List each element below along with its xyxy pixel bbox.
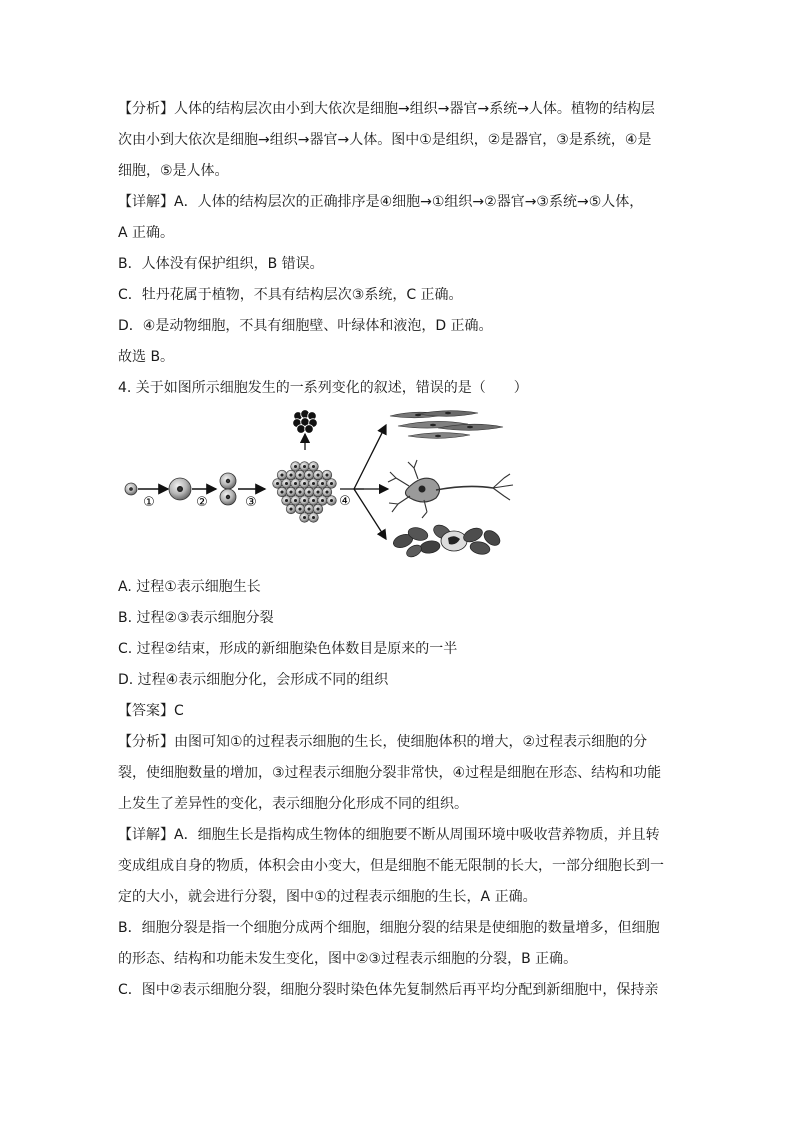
detail-line: B．人体没有保护组织，B 错误。 [118, 256, 324, 272]
divided-cells [220, 473, 236, 505]
grown-cell [169, 478, 191, 500]
detail-line: 的形态、结构和功能未发生变化，图中②③过程表示细胞的分裂，B 正确。 [118, 951, 578, 967]
muscle-tissue [390, 411, 503, 439]
detail-line: 变成组成自身的物质，体积会由小变大，但是细胞不能无限制的长大，一部分细胞长到一 [118, 858, 664, 874]
label-1: ① [143, 495, 155, 510]
question-stem: 4. 关于如图所示细胞发生的一系列变化的叙述，错误的是（ ） [118, 380, 528, 396]
analysis-line: 次由小到大依次是细胞→组织→器官→人体。图中①是组织，②是器官，③是系统，④是 [118, 132, 652, 148]
blood-tissue [392, 522, 503, 559]
option-a: A. 过程①表示细胞生长 [118, 579, 261, 595]
cell-cluster [273, 462, 337, 523]
detail-line: D．④是动物细胞，不具有细胞壁、叶绿体和液泡，D 正确。 [118, 318, 493, 334]
cell-diagram [118, 408, 518, 566]
label-3: ③ [245, 495, 257, 510]
detail-line: 【详解】A．细胞生长是指构成生物体的细胞要不断从周围环境中吸收营养物质，并且转 [118, 827, 660, 843]
analysis-line: 裂，使细胞数量的增加，③过程表示细胞分裂非常快，④过程是细胞在形态、结构和功能 [118, 765, 662, 781]
cell-change-figure [118, 408, 678, 566]
detail-line: A 正确。 [118, 225, 175, 241]
analysis-line: 【分析】人体的结构层次由小到大依次是细胞→组织→器官→系统→人体。植物的结构层 [118, 101, 655, 117]
option-b: B. 过程②③表示细胞分裂 [118, 610, 274, 626]
neuron [388, 460, 513, 518]
detail-line: 故选 B。 [118, 349, 175, 365]
analysis-line: 上发生了差异性的变化，表示细胞分化形成不同的组织。 [118, 796, 468, 812]
detail-line: 定的大小，就会进行分裂，图中①的过程表示细胞的生长，A 正确。 [118, 889, 537, 905]
label-4: ④ [339, 494, 351, 509]
answer-line: 【答案】C [118, 703, 184, 719]
detail-line: C．图中②表示细胞分裂，细胞分裂时染色体先复制然后再平均分配到新细胞中，保持亲 [118, 982, 659, 998]
arrow-4-down [354, 489, 386, 539]
document-page [118, 94, 678, 1006]
small-cell [125, 483, 137, 495]
arrow-4-up [354, 425, 386, 489]
analysis-line: 细胞，⑤是人体。 [118, 163, 229, 179]
top-cell-cluster [293, 410, 318, 434]
detail-line: B．细胞分裂是指一个细胞分成两个细胞，细胞分裂的结果是使细胞的数量增多，但细胞 [118, 920, 660, 936]
option-d: D. 过程④表示细胞分化，会形成不同的组织 [118, 672, 389, 688]
detail-line: C．牡丹花属于植物，不具有结构层次③系统，C 正确。 [118, 287, 463, 303]
detail-line: 【详解】A．人体的结构层次的正确排序是④细胞→①组织→②器官→③系统→⑤人体， [118, 194, 644, 210]
option-c: C. 过程②结束，形成的新细胞染色体数目是原来的一半 [118, 641, 458, 657]
analysis-line: 【分析】由图可知①的过程表示细胞的生长，使细胞体积的增大，②过程表示细胞的分 [118, 734, 648, 750]
label-2: ② [196, 495, 208, 510]
